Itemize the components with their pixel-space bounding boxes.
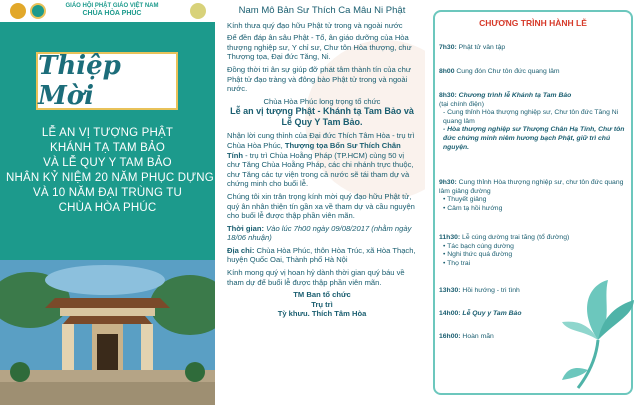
event-line: NHÂN KỶ NIỆM 20 NĂM PHỤC DỰNG (6, 172, 214, 184)
header-bar (0, 0, 215, 22)
text-span: - trụ trì Chùa Hoằng Pháp (TP.HCM) cùng 50 vị chư Tăng Chùa Hoằng Pháp, các chi nhánh trực thuộc, chư Tăng các tự viện trong cả nước sẽ tái tham dự và chứng minh cho buổi lễ. (227, 150, 414, 189)
schedule-time: 14h00: (439, 310, 461, 317)
schedule-item (439, 179, 625, 213)
org-line-2: CHÙA HÒA PHÚC (82, 10, 142, 17)
schedule-item (439, 234, 625, 268)
schedule-time: 13h30: (439, 287, 461, 294)
schedule-text: Phật tử vân tập (456, 44, 506, 51)
event-line: LỄ AN VỊ TƯỢNG PHẬT (41, 127, 174, 139)
schedule-text: Chương trình lễ Khánh tạ Tam Bảo (456, 92, 572, 99)
org-line-1: GIÁO HỘI PHẬT GIÁO VIỆT NAM (65, 3, 159, 9)
schedule-detail: • Cảm tạ hồi hướng (443, 204, 503, 212)
address-label: Địa chỉ: (227, 245, 255, 255)
schedule-detail: • Nghi thức quá đường (443, 251, 513, 259)
schedule-text: Hồi hướng - tri tình (460, 287, 520, 294)
event-line: VÀ 10 NĂM ĐẠI TRÙNG TU (32, 187, 183, 199)
schedule-title: CHƯƠNG TRÌNH HÀNH LỄ (479, 18, 587, 28)
address-value: Chùa Hòa Phúc, thôn Hòa Trúc, xã Hòa Thạch, huyện Quốc Oai, Thành phố Hà Nội (227, 245, 416, 265)
schedule-time: 7h30: (439, 44, 457, 51)
schedule-detail: • Thọ trai (443, 259, 471, 267)
signature-line: Trụ trì (311, 299, 333, 309)
schedule-item (439, 68, 625, 77)
signature-line: TM Ban tổ chức (293, 290, 351, 300)
event-address (227, 246, 417, 265)
schedule-time: 9h30: (439, 179, 457, 186)
schedule-time: 11h30: (439, 234, 461, 241)
dharma-wheel-logo-icon (10, 3, 26, 19)
officiant-name: Thượng tọa Bổn Sư Thích Chân Tính (227, 140, 401, 160)
invitation-letter (215, 0, 425, 405)
schedule-subtext: (tại chính điện) (439, 100, 484, 108)
invitation-cover (0, 0, 215, 405)
schedule-time: 8h30: (439, 92, 457, 99)
event-line: CHÙA HÒA PHÚC (58, 202, 157, 214)
lotus-logo-icon (190, 3, 206, 19)
temple-logo-icon (30, 3, 46, 19)
text-span: Nhận lời cung thỉnh của Đại đức Thích Tâm Hòa - trụ trì Chùa Hòa Phúc, (227, 131, 415, 150)
event-line: VÀ LỄ QUY Y TAM BẢO (43, 157, 172, 169)
letter-body (227, 6, 417, 319)
signature-line: Tỳ khưu. Thích Tâm Hòa (277, 309, 367, 319)
paragraph (227, 131, 417, 189)
signature-block (227, 290, 417, 319)
invite-title-box (36, 52, 178, 110)
paragraph: Để đền đáp ân sâu Phật - Tổ, ân giáo dưỡng của Hòa thượng nghiệp sư, Y chỉ sư, Chư tôn Hòa thượng, chư Thượng tọa, Đại đức Tăng, Ni. (227, 33, 412, 62)
schedule-text: Cung thỉnh Hòa thượng nghiệp sư, chư tôn đức quang lâm giảng đường (439, 179, 624, 195)
event-name: Lễ an vị tượng Phật - Khánh tạ Tam Bảo và Lễ Quy Y Tam Bảo. (230, 106, 414, 128)
schedule-text: Cung đón Chư tôn đức quang lâm (454, 68, 560, 75)
greeting: Kính thưa quý đạo hữu Phật tử trong và ngoài nước (227, 20, 403, 30)
event-line: KHÁNH TẠ TAM BẢO (49, 142, 166, 154)
invite-title: Thiệp Mời (38, 51, 121, 111)
schedule-time: 8h00 (439, 68, 455, 75)
paragraph: Chúng tôi xin trân trọng kính mời quý đạo hữu Phật tử, quý ân nhân thiện tín gần xa về tham dự và cầu nguyện cho buổi lễ được thập phần viên mãn. (227, 191, 415, 221)
schedule-detail: - Hòa thượng nghiệp sư Thượng Chân Hạ Tính, Chư tôn đức chứng minh niêm hương bạch Phật, giữ trì chú nguyện. (443, 126, 625, 151)
time-label: Thời gian: (227, 223, 265, 233)
temple-gate-illustration (0, 260, 215, 405)
program-schedule (425, 0, 640, 405)
schedule-detail: • Thuyết giảng (443, 196, 487, 204)
schedule-detail: • Tác bạch cúng dường (443, 242, 514, 250)
schedule-time: 16h00: (439, 333, 461, 340)
schedule-text: Hoàn mãn (460, 333, 494, 340)
time-value: Vào lúc 7h00 ngày 09/08/2017 (nhằm ngày 18/06 nhuận) (227, 223, 412, 243)
lotus-flower-icon (558, 270, 636, 390)
schedule-item (439, 92, 625, 152)
paragraph: Kính mong quý vị hoan hỷ dành thời gian quý báu về tham dự để buổi lễ được thập phần viên mãn. (227, 268, 405, 287)
schedule-text: Lễ cúng dường trai tăng (tổ đường) (460, 234, 570, 241)
schedule-item (439, 44, 625, 53)
schedule-text: Lễ Quy y Tam Bảo (460, 310, 522, 317)
org-intro: Chùa Hòa Phúc long trọng tổ chức (263, 96, 381, 106)
letter-heading: Nam Mô Bản Sư Thích Ca Mâu Ni Phật (238, 5, 406, 16)
event-title (6, 126, 214, 216)
org-name (52, 2, 172, 18)
paragraph: Đồng thời tri ân sự giúp đỡ phát tâm thành tín của chư Phật tử đạo tràng và đông bào Phật tử trong và ngoài nước. (227, 64, 411, 94)
schedule-detail: - Cung thỉnh Hòa thượng nghiệp sư, Chư tôn đức Tăng Ni quang lâm (443, 109, 619, 125)
event-time (227, 224, 417, 243)
